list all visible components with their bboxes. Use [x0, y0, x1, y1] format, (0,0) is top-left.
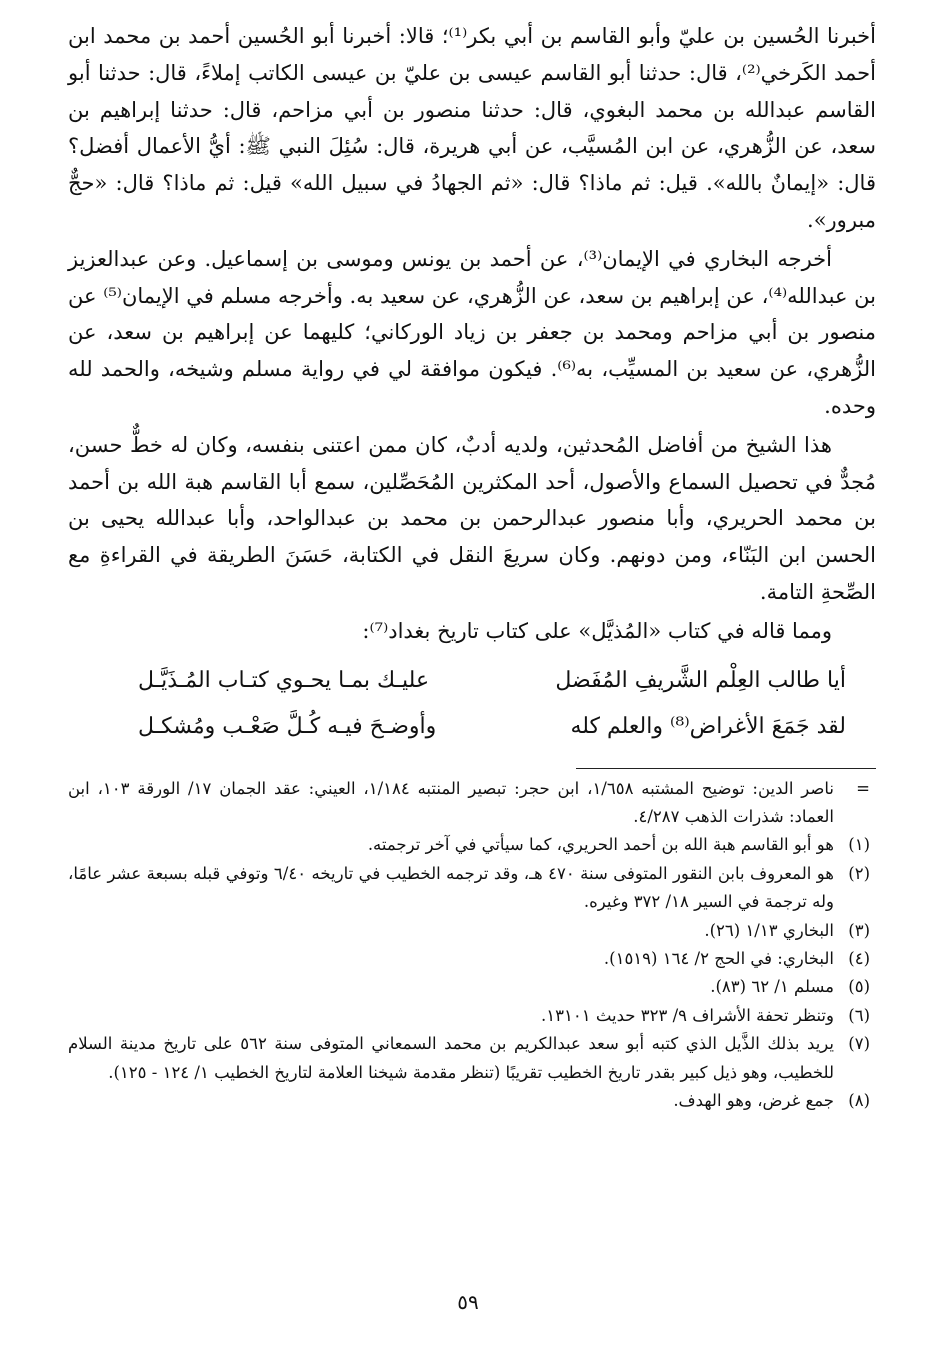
footnote-divider	[576, 768, 876, 769]
footnote-item	[68, 973, 876, 1001]
footnote-text: البخاري ١/١٣ (٢٦).	[704, 920, 834, 940]
footnote-item	[68, 1030, 876, 1087]
footnote-item	[68, 831, 876, 859]
footnote-number: (٣)	[848, 920, 870, 940]
paragraph-biography: هذا الشيخ من أفاضل المُحدثين، ولديه أدبٌ، كان ممن اعتنى بنفسه، وكان له خطٌّ حسن، مُجدٌّ في تحصيل السماع والأصول، أحد المكثرين المُحَصِّلين، سمع أبا القاسم هبة الله بن أحمد بن محمد الحريري، وأبا منصور عبدالرحمن بن محمد بن عبدالواحد، وأبا عبدالله يحيى بن الحسن ابن البَنّاء، ومن دونهم. وكان سريعَ النقل في الكتابة، حَسَنَ الطريقة في القراءةِ مع الصِّحةِ التامة.	[68, 432, 876, 604]
poem-hemistich-first: لقد جَمَعَ الأغراض⁽⁸⁾ والعلم كله	[570, 713, 846, 739]
footnote-number: (٢)	[848, 863, 870, 883]
paragraph-hadith: أخبرنا الحُسين بن عليّ وأبو القاسم بن أبي بكر⁽¹⁾؛ قالا: أخبرنا أبو الحُسين أحمد بن محمد ابن أحمد الكَرخي⁽²⁾، قال: حدثنا أبو القاسم عيسى بن عليّ بن عيسى الكاتب إملاءً، قال: حدثنا أبو القاسم عبدالله بن محمد البغوي، قال: حدثنا منصور بن أبي مزاحم، قال: حدثنا إبراهيم بن سعد، عن الزُّهري، عن ابن المُسيَّب، عن أبي هريرة، قال: سُئِلَ النبي ﷺ: أيُّ الأعمال أفضل؟ قال: «إيمانٌ بالله». قيل: ثم ماذا؟ قال: «ثم الجهادُ في سبيل الله» قيل: ثم ماذا؟ قال: «حجٌّ مبرور».	[68, 24, 877, 232]
footnote-number: (٧)	[848, 1034, 870, 1054]
poem-hemistich-second: وأوضـحَ فيـه كُـلَّ صَعْـب ومُشكـل	[138, 713, 437, 739]
poem	[68, 658, 876, 750]
footnote-item	[68, 945, 876, 973]
footnotes	[68, 775, 876, 1116]
footnote-continued	[68, 775, 876, 832]
footnote-text: مسلم ١/ ٦٢ (٨٣).	[710, 977, 834, 997]
footnote-item	[68, 1087, 876, 1115]
footnote-item	[68, 917, 876, 945]
paragraph-poem-intro: ومما قاله في كتاب «المُذيَّل» على كتاب تاريخ بغداد⁽⁷⁾:	[362, 618, 832, 643]
footnote-text: البخاري: في الحج ٢/ ١٦٤ (١٥١٩).	[603, 948, 834, 968]
main-text	[68, 18, 876, 650]
footnote-number: (٤)	[848, 948, 870, 968]
footnote-text: وتنظر تحفة الأشراف ٩/ ٣٢٣ حديث ١٣١٠١.	[541, 1005, 834, 1025]
page-number: ٥٩	[457, 1290, 479, 1314]
poem-hemistich-second: عليـك بمـا يحـوي كتـاب المُـذَيَّـل	[138, 667, 430, 693]
poem-hemistich-first: أيا طالب العِلْم الشَّريفِ المُفَضل	[555, 667, 846, 693]
footnote-item	[68, 1002, 876, 1030]
footnote-text: هو أبو القاسم هبة الله بن أحمد الحريري، كما سيأتي في آخر ترجمته.	[367, 835, 834, 855]
footnote-text: ناصر الدين: توضيح المشتبه ١/٦٥٨، ابن حجر: تبصير المنتبه ١/١٨٤، العيني: عقد الجمان ١٧/ الورقة ١٠٣، ابن العماد: شذرات الذهب ٤/٢٨٧.	[68, 778, 834, 826]
paragraph-takhrij: أخرجه البخاري في الإيمان⁽³⁾، عن أحمد بن يونس وموسى بن إسماعيل. وعن عبدالعزيز بن عبدالله⁽⁴⁾، عن إبراهيم بن سعد، عن الزُّهري، عن سعيد به. وأخرجه مسلم في الإيمان⁽⁵⁾ عن منصور بن أبي مزاحم ومحمد بن جعفر بن زياد الوركاني؛ كليهما عن إبراهيم بن سعد، عن الزُّهري، عن سعيد بن المسيِّب، به⁽⁶⁾. فيكون موافقة لي في رواية مسلم وشيخه، والحمد لله وحده.	[68, 246, 877, 418]
footnote-number: (٨)	[848, 1091, 870, 1111]
footnote-item	[68, 860, 876, 917]
footnote-number: (٦)	[848, 1005, 870, 1025]
footnote-text: جمع غرض، وهو الهدف.	[673, 1091, 834, 1111]
footnote-number: (٥)	[848, 977, 870, 997]
footnote-text: هو المعروف بابن النقور المتوفى سنة ٤٧٠ هـ، وقد ترجمه الخطيب في تاريخه ٦/٤٠ وتوفي قبله بسبعة عشر عامًا، وله ترجمة في السير ١٨/ ٣٧٢ وغيره.	[68, 863, 834, 912]
footnote-number: (١)	[848, 835, 870, 855]
continuation-marker: =	[856, 778, 870, 798]
poem-verse	[138, 658, 846, 704]
footnote-text: يريد بذلك الذَّيل الذي كتبه أبو سعد عبدالكريم بن محمد السمعاني المتوفى سنة ٥٦٢ على تاريخ مدينة السلام للخطيب، وهو ذيل كبير بقدر تاريخ الخطيب تقريبًا (تنظر مقدمة شيخنا العلامة لتاريخ الخطيب ١/ ١٢٤ - ١٢٥).	[68, 1034, 834, 1082]
poem-verse	[138, 704, 846, 750]
